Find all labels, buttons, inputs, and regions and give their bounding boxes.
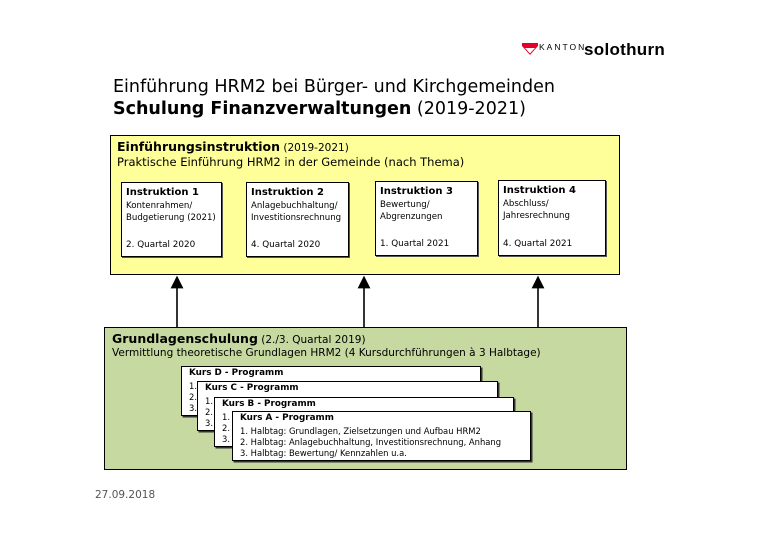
instruktion-3-box bbox=[375, 181, 478, 256]
einfuehrung-heading bbox=[117, 139, 349, 154]
kurs-lines bbox=[189, 381, 197, 414]
instruktion-topic-line: Bewertung/ bbox=[380, 200, 430, 210]
instruktion-title: Instruktion 1 bbox=[126, 187, 199, 198]
logo-kanton-text: KANTON bbox=[539, 42, 587, 52]
logo-solothurn-text: solothurn bbox=[584, 40, 666, 59]
instruktion-topic-line: Abschluss/ bbox=[503, 199, 549, 209]
kurs-line: 3. bbox=[222, 434, 230, 444]
grundlagen-heading-bold: Grundlagenschulung bbox=[112, 331, 258, 346]
kurs-title: Kurs C - Programm bbox=[205, 383, 299, 393]
instruktion-topic-line: Investitionsrechnung bbox=[251, 212, 342, 223]
instruktion-4-box bbox=[498, 180, 606, 256]
instruktion-date: 4. Quartal 2021 bbox=[503, 239, 573, 249]
kurs-title: Kurs A - Programm bbox=[240, 413, 334, 423]
instruktion-title: Instruktion 3 bbox=[380, 186, 453, 197]
instruktion-date: 4. Quartal 2020 bbox=[251, 240, 321, 250]
kurs-line: 1. bbox=[205, 396, 213, 406]
einfuehrung-heading-bold: Einführungsinstruktion bbox=[117, 139, 281, 154]
kurs-line: 1. Halbtag: Grundlagen, Zielsetzungen und Aufbau HRM2 bbox=[240, 426, 481, 436]
kurs-title: Kurs B - Programm bbox=[222, 399, 316, 409]
instruktion-topic-line: Jahresrechnung bbox=[503, 210, 570, 221]
title-line-2-rest: (2019-2021) bbox=[411, 99, 526, 119]
instruktion-topic bbox=[126, 201, 216, 224]
instruktion-topic-line: Anlagebuchhaltung/ bbox=[251, 201, 338, 211]
title-line-2 bbox=[113, 99, 526, 119]
einfuehrung-heading-years: (2019-2021) bbox=[280, 142, 349, 154]
instruktion-title: Instruktion 2 bbox=[251, 187, 324, 198]
instruktion-2-box bbox=[246, 182, 349, 257]
kurs-line: 2. bbox=[189, 392, 197, 402]
instruktion-topic-line: Kontenrahmen/ bbox=[126, 201, 193, 211]
instruktion-topic bbox=[251, 201, 341, 224]
kurs-line: 3. bbox=[205, 418, 213, 428]
instruktion-title: Instruktion 4 bbox=[503, 185, 576, 196]
grundlagen-heading bbox=[112, 331, 366, 346]
kurs-lines bbox=[240, 426, 501, 459]
kurs-line: 3. Halbtag: Bewertung/ Kennzahlen u.a. bbox=[240, 448, 407, 458]
footer-date: 27.09.2018 bbox=[95, 489, 156, 501]
kurs-lines bbox=[222, 412, 230, 445]
kurs-a-box bbox=[232, 411, 531, 461]
kurs-line: 2. bbox=[205, 407, 213, 417]
instruktion-date: 2. Quartal 2020 bbox=[126, 240, 196, 250]
kurs-line: 2. Halbtag: Anlagebuchhaltung, Investitionsrechnung, Anhang bbox=[240, 437, 502, 447]
kanton-solothurn-logo bbox=[522, 40, 682, 66]
instruktion-topic-line: Abgrenzungen bbox=[380, 211, 443, 222]
kurs-title: Kurs D - Programm bbox=[189, 368, 284, 378]
title-line-2-bold: Schulung Finanzverwaltungen bbox=[113, 99, 412, 119]
kurs-line: 2. bbox=[222, 423, 230, 433]
kurs-line: 3. bbox=[189, 403, 197, 413]
grundlagen-heading-period: (2./3. Quartal 2019) bbox=[257, 334, 366, 346]
instruktion-1-box bbox=[121, 182, 222, 257]
instruktion-topic-line: Budgetierung (2021) bbox=[126, 212, 216, 223]
kurs-line: 1. bbox=[189, 381, 197, 391]
kurs-line: 1. bbox=[222, 412, 230, 422]
title-line-1: Einführung HRM2 bei Bürger- und Kirchgemeinden bbox=[113, 77, 555, 97]
canton-flag-icon bbox=[522, 43, 538, 55]
grundlagen-subtitle: Vermittlung theoretische Grundlagen HRM2 (4 Kursdurchführungen à 3 Halbtage) bbox=[112, 347, 541, 359]
instruktion-topic bbox=[503, 199, 570, 222]
instruktion-date: 1. Quartal 2021 bbox=[380, 239, 450, 249]
einfuehrung-subtitle: Praktische Einführung HRM2 in der Gemeinde (nach Thema) bbox=[117, 155, 465, 169]
instruktion-topic bbox=[380, 200, 442, 223]
kurs-lines bbox=[205, 396, 213, 429]
